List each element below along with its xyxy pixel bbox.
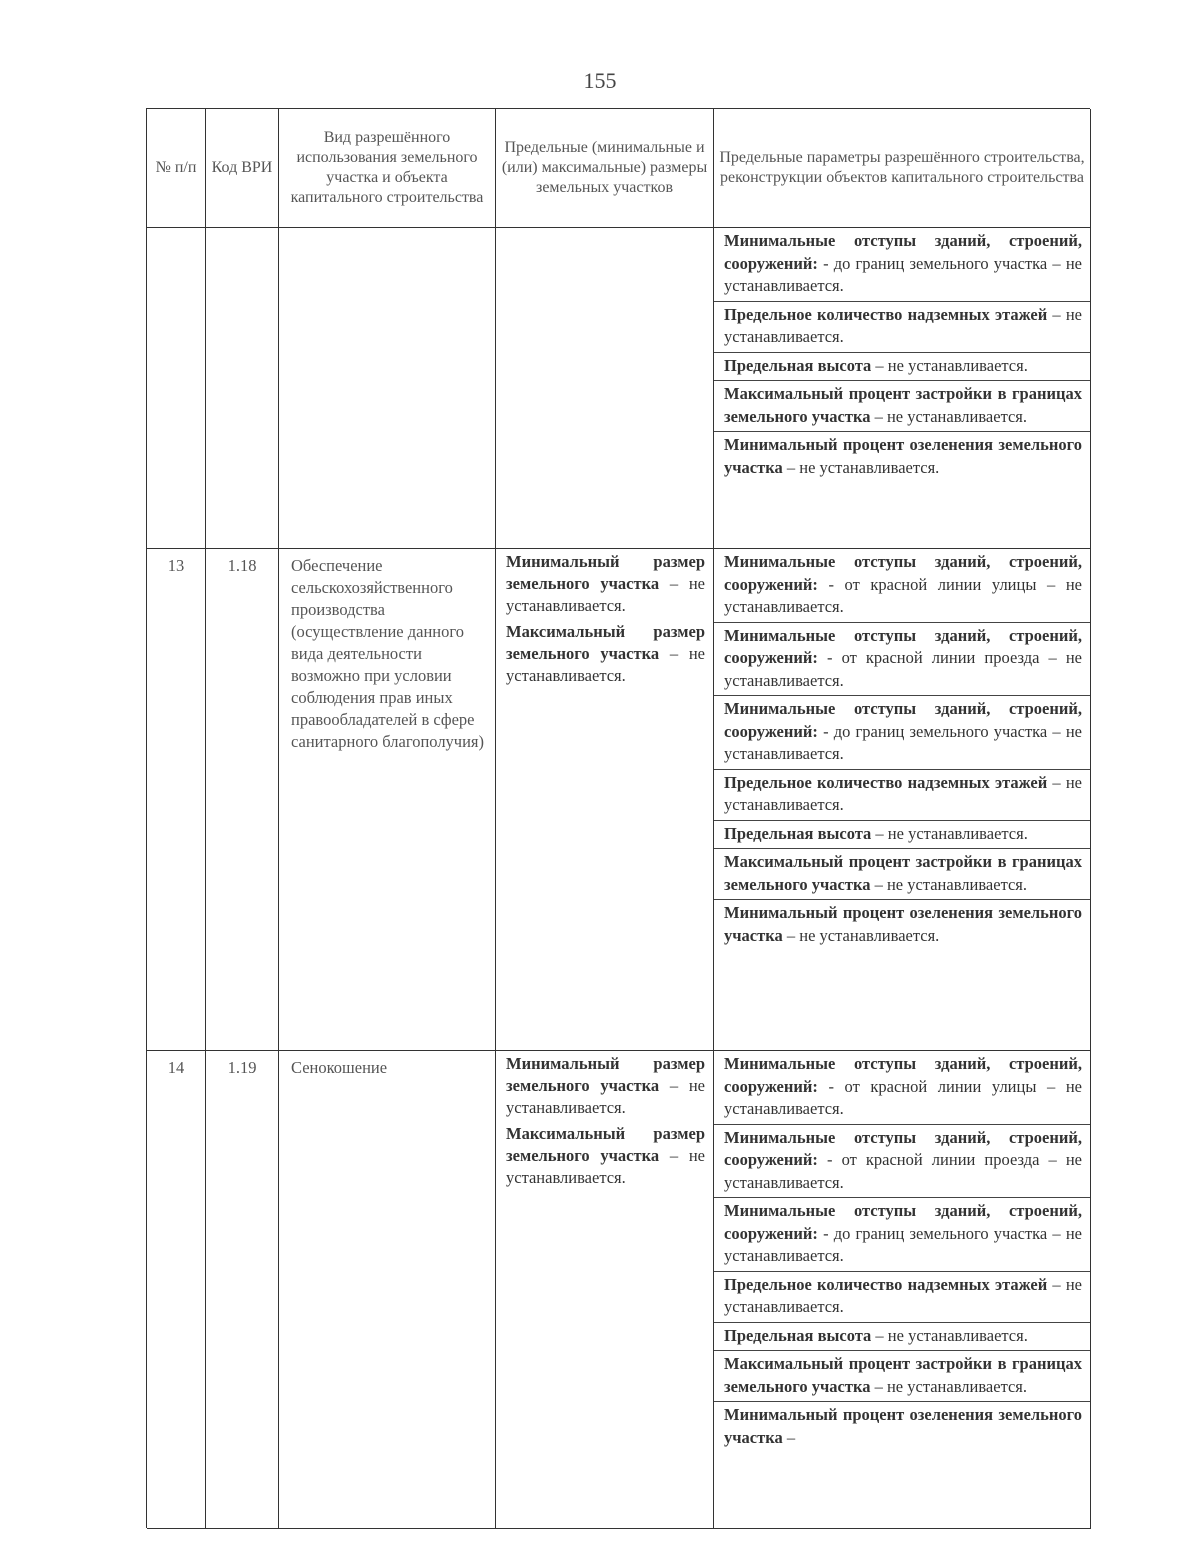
construction-param [714,821,1090,850]
construction-param-value: - от красной линии улицы – не устанавливается. [724,574,1082,616]
vri-code: 1.18 [206,549,279,1051]
header-sizes: Предельные (минимальные и (или) максимальные) размеры земельных участков [496,109,714,228]
row-number: 13 [147,549,206,1051]
land-use-kind: Обеспечение сельскохозяйственного производства (осуществление данного вида деятельности возможно при условии соблюдения прав иных правообладателей в сфере санитарного благополучия) [279,549,496,1051]
construction-param [714,1198,1090,1272]
zoning-table [146,108,1090,1528]
construction-param [714,353,1090,382]
construction-param-value: – не устанавливается. [724,1274,1082,1316]
row-number [147,228,206,549]
construction-param-title: Минимальные отступы зданий, строений, сооружений: [724,1201,1082,1243]
construction-param-title: Предельное количество надземных этажей [724,304,1048,324]
construction-param-value: – не устанавливается. [782,925,940,945]
construction-param [714,900,1090,950]
construction-param-title: Предельное количество надземных этажей [724,772,1048,792]
construction-param-title: Минимальные отступы зданий, строений, сооружений: [724,699,1082,741]
construction-param [714,696,1090,770]
construction-param [714,1272,1090,1323]
header-num: № п/п [147,109,206,228]
construction-param-title: Предельная высота [724,823,872,843]
construction-param-value: – не устанавливается. [871,823,1028,843]
construction-param-value: - от красной линии проезда – не устанавливается. [724,1150,1082,1192]
construction-param-title: Минимальный процент озеленения земельного участка [724,903,1082,945]
construction-param-title: Предельное количество надземных этажей [724,1274,1048,1294]
header-code: Код ВРИ [206,109,279,228]
size-limit-value: – не устанавливается. [506,644,705,685]
construction-param-title: Предельная высота [724,355,872,375]
construction-param [714,1323,1090,1352]
construction-param [714,228,1090,302]
vri-code [206,228,279,549]
size-limit [496,1121,713,1191]
construction-param-value: - до границ земельного участка – не устанавливается. [724,1223,1082,1265]
construction-param-value: – не устанавливается. [871,1325,1028,1345]
construction-param-value: – не устанавливается. [724,304,1082,346]
land-use-kind [279,228,496,549]
construction-param-title: Максимальный процент застройки в границах земельного участка [724,1354,1082,1396]
construction-params [714,228,1091,549]
land-size-limits [496,228,714,549]
construction-param [714,1051,1090,1125]
construction-param-value: – не устанавливается. [870,406,1028,426]
construction-param [714,770,1090,821]
construction-param-title: Минимальный процент озеленения земельного участка [724,435,1082,477]
size-limit [496,549,713,619]
construction-param-title: Минимальные отступы зданий, строений, сооружений: [724,1054,1082,1096]
header-kind: Вид разрешённого использования земельного участка и объекта капитального строительства [279,109,496,228]
construction-param [714,623,1090,697]
construction-param-value: – [782,1427,796,1447]
construction-param [714,849,1090,900]
size-limit-title: Минимальный размер земельного участка [506,552,705,593]
construction-param [714,432,1090,482]
construction-param-title: Минимальные отступы зданий, строений, сооружений: [724,552,1082,594]
construction-param-title: Минимальные отступы зданий, строений, сооружений: [724,1127,1082,1169]
construction-param-value: - до границ земельного участка – не устанавливается. [724,721,1082,763]
construction-param [714,381,1090,432]
construction-param-value: - до границ земельного участка – не устанавливается. [724,253,1082,295]
size-limit-title: Максимальный размер земельного участка [506,1124,705,1165]
size-limit [496,619,713,689]
construction-param-value: - от красной линии проезда – не устанавливается. [724,648,1082,690]
construction-param-title: Предельная высота [724,1325,872,1345]
land-size-limits [496,1051,714,1529]
construction-param [714,1125,1090,1199]
construction-param [714,549,1090,623]
construction-param-value: - от красной линии улицы – не устанавливается. [724,1076,1082,1118]
size-limit-value: – не устанавливается. [506,1076,705,1117]
construction-param-title: Минимальные отступы зданий, строений, сооружений: [724,625,1082,667]
construction-param-value: – не устанавливается. [870,874,1028,894]
vri-code: 1.19 [206,1051,279,1529]
construction-param-value: – не устанавливается. [724,772,1082,814]
construction-param-value: – не устанавливается. [782,457,940,477]
land-size-limits [496,549,714,1051]
size-limit [496,1051,713,1121]
construction-param-value: – не устанавливается. [871,355,1028,375]
size-limit-title: Максимальный размер земельного участка [506,622,705,663]
construction-param-title: Минимальные отступы зданий, строений, сооружений: [724,231,1082,273]
construction-param [714,302,1090,353]
row-number: 14 [147,1051,206,1529]
construction-param-title: Максимальный процент застройки в границах земельного участка [724,852,1082,894]
construction-param [714,1351,1090,1402]
construction-param [714,1402,1090,1452]
size-limit-title: Минимальный размер земельного участка [506,1054,705,1095]
construction-params [714,1051,1091,1529]
header-params: Предельные параметры разрешённого строительства, реконструкции объектов капитального строительства [714,109,1091,228]
construction-params [714,549,1091,1051]
land-use-kind: Сенокошение [279,1051,496,1529]
size-limit-value: – не устанавливается. [506,574,705,615]
construction-param-value: – не устанавливается. [870,1376,1028,1396]
construction-param-title: Минимальный процент озеленения земельного участка [724,1405,1082,1447]
size-limit-value: – не устанавливается. [506,1146,705,1187]
construction-param-title: Максимальный процент застройки в границах земельного участка [724,384,1082,426]
page-number: 155 [583,68,617,93]
